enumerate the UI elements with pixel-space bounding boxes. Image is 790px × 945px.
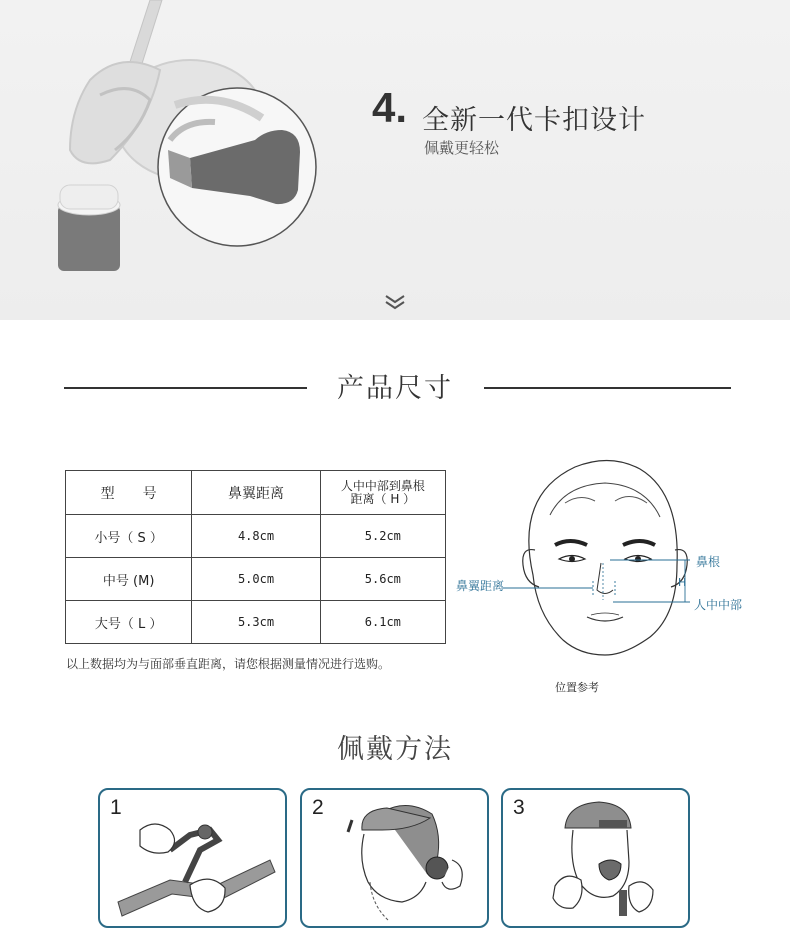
feature-title: 全新一代卡扣设计 bbox=[422, 105, 646, 136]
table-header-row bbox=[66, 471, 446, 515]
size-table bbox=[65, 470, 446, 644]
adjusting-mask-illustration bbox=[503, 790, 690, 928]
label-h: H bbox=[678, 576, 687, 589]
face-caption: 位置参考 bbox=[555, 681, 599, 694]
cell-nostril: 5.0cm bbox=[192, 558, 320, 601]
header-nostril-width: 鼻翼距离 bbox=[192, 471, 320, 515]
header-height-line2: 距离（ H ） bbox=[350, 491, 416, 506]
header-model: 型 号 bbox=[66, 471, 192, 515]
label-philtrum: 人中中部 bbox=[694, 598, 743, 612]
step-card-3 bbox=[501, 788, 690, 928]
cell-nostril: 4.8cm bbox=[192, 515, 320, 558]
feature-subtitle: 佩戴更轻松 bbox=[424, 139, 500, 157]
step-card-2 bbox=[300, 788, 489, 928]
cell-size: 大号（ L ） bbox=[66, 601, 192, 644]
table-row bbox=[66, 601, 446, 644]
header-height-line1: 人中中部到鼻根 bbox=[340, 478, 425, 493]
cell-size: 小号（ S ） bbox=[66, 515, 192, 558]
double-chevron-down-icon[interactable] bbox=[384, 294, 406, 310]
size-section-title: 产品尺寸 bbox=[337, 373, 453, 404]
hero-banner bbox=[0, 0, 790, 320]
title-divider-right bbox=[484, 387, 731, 389]
table-row bbox=[66, 515, 446, 558]
step-card-1 bbox=[98, 788, 287, 928]
feature-number: 4. bbox=[372, 84, 408, 131]
step-number: 3 bbox=[513, 796, 525, 819]
cell-size: 中号 (M) bbox=[66, 558, 192, 601]
header-height bbox=[320, 471, 445, 515]
mask-clip-illustration bbox=[0, 0, 360, 300]
head-wearing-headgear-illustration bbox=[302, 790, 489, 928]
cell-height: 5.6cm bbox=[320, 558, 445, 601]
label-nostril-width: 鼻翼距离 bbox=[456, 579, 505, 593]
wear-section-title: 佩戴方法 bbox=[337, 734, 453, 765]
size-note: 以上数据均为与面部垂直距离，请您根据测量情况进行选购。 bbox=[66, 657, 391, 671]
step-number: 2 bbox=[312, 796, 324, 819]
step-number: 1 bbox=[110, 796, 122, 819]
cell-height: 6.1cm bbox=[320, 601, 445, 644]
cell-height: 5.2cm bbox=[320, 515, 445, 558]
hands-holding-headgear-illustration bbox=[100, 790, 287, 928]
label-nose-bridge: 鼻根 bbox=[696, 555, 721, 569]
table-row bbox=[66, 558, 446, 601]
cell-nostril: 5.3cm bbox=[192, 601, 320, 644]
